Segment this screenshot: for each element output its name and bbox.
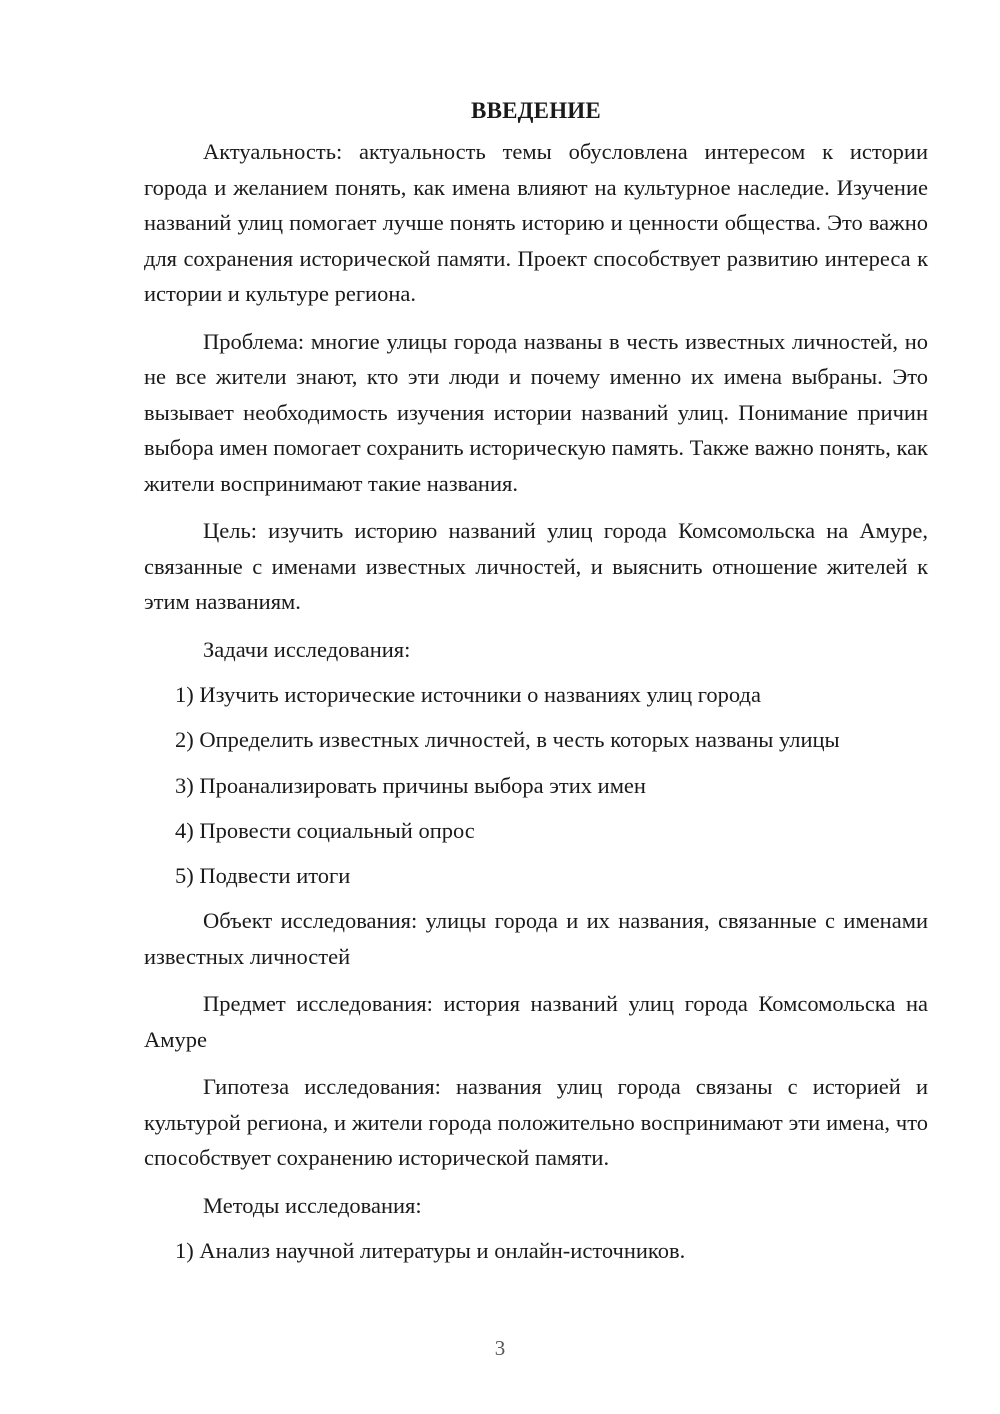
section-title: ВВЕДЕНИЕ [471, 98, 601, 123]
task-item: 5) Подвести итоги [175, 863, 351, 889]
relevance-paragraph: Актуальность: актуальность темы обусловлена интересом к истории города и желанием понять, как имена влияют на культурное наследие. Изучение названий улиц помогает лучше понять историю и ценности общества. Это важно для сохранения исторической памяти. Проект способствует развитию интереса к истории и культуре региона. [144, 139, 928, 306]
methods-list [144, 1233, 928, 1269]
method-item: 1) Анализ научной литературы и онлайн-источников. [175, 1238, 686, 1264]
task-item: 2) Определить известных личностей, в честь которых названы улицы [175, 727, 840, 753]
goal-paragraph: Цель: изучить историю названий улиц города Комсомольска на Амуре, связанные с именами известных личностей, и выяснить отношение жителей к этим названиям. [144, 518, 928, 614]
object-paragraph: Объект исследования: улицы города и их названия, связанные с именами известных личностей [144, 908, 928, 969]
tasks-list [144, 677, 928, 894]
document-page [144, 88, 928, 1279]
problem-paragraph: Проблема: многие улицы города названы в честь известных личностей, но не все жители знают, кто эти люди и почему именно их имена выбраны. Это вызывает необходимость изучения истории названий улиц. Понимание причин выбора имен помогает сохранить историческую память. Также важно понять, как жители воспринимают такие названия. [144, 328, 928, 496]
task-item: 1) Изучить исторические источники о названиях улиц города [175, 682, 761, 707]
task-item: 3) Проанализировать причины выбора этих имен [175, 772, 646, 798]
page-number: 3 [494, 1336, 506, 1360]
methods-heading: Методы исследования: [203, 1192, 422, 1218]
subject-paragraph: Предмет исследования: история названий улиц города Комсомольска на Амуре [144, 991, 928, 1052]
task-item: 4) Провести социальный опрос [175, 817, 475, 843]
tasks-heading: Задачи исследования: [203, 636, 411, 662]
hypothesis-paragraph: Гипотеза исследования: названия улиц города связаны с историей и культурой региона, и жители города положительно воспринимают эти имена, что способствует сохранению исторической памяти. [144, 1074, 928, 1171]
